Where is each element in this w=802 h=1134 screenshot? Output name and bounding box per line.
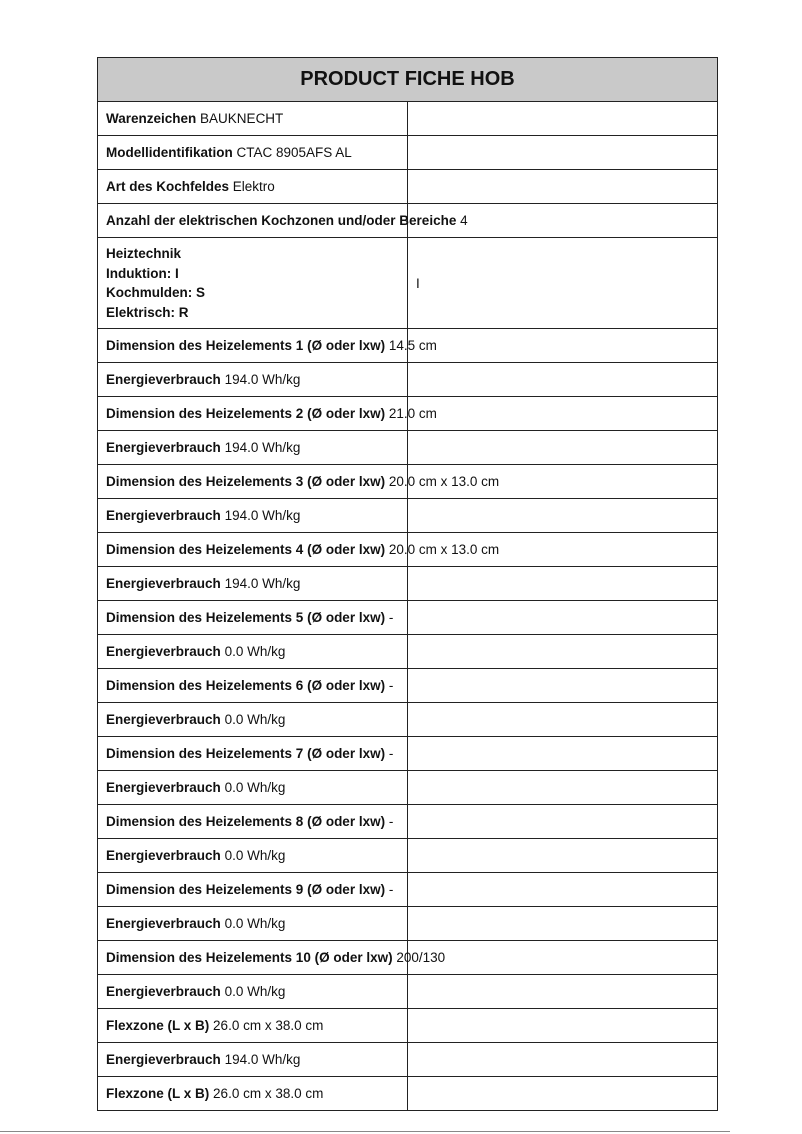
field-value: BAUKNECHT [200, 111, 284, 126]
field-label: Dimension des Heizelements 4 (Ø oder lxw) [106, 542, 386, 557]
field-label: Energieverbrauch [106, 440, 221, 455]
row-value-cell [408, 102, 718, 136]
field-value: 0.0 Wh/kg [224, 712, 286, 727]
field-label: Dimension des Heizelements 10 (Ø oder lxw) [106, 950, 393, 965]
heiztechnik-value: I [408, 238, 718, 329]
spec-row [98, 703, 718, 737]
field-value: 26.0 cm x 38.0 cm [213, 1086, 324, 1101]
row-value-cell [408, 703, 718, 737]
row-value-cell [408, 499, 718, 533]
row-value-cell [408, 1009, 718, 1043]
spec-row [98, 397, 718, 431]
row-label-cell [98, 102, 408, 136]
row-value-cell [408, 397, 718, 431]
title-row [98, 58, 718, 102]
spec-row [98, 771, 718, 805]
field-label: Modellidentifikation [106, 145, 233, 160]
spec-row [98, 567, 718, 601]
row-label-cell [98, 136, 408, 170]
info-row [98, 204, 718, 238]
row-label-cell [98, 533, 500, 567]
field-value: 0.0 Wh/kg [224, 644, 286, 659]
spec-row [98, 737, 718, 771]
spec-row [98, 601, 718, 635]
page-bottom-divider [0, 1131, 730, 1132]
row-label-cell [98, 975, 408, 1009]
spec-row [98, 669, 718, 703]
spec-row [98, 873, 718, 907]
field-label: Dimension des Heizelements 6 (Ø oder lxw) [106, 678, 386, 693]
heiztechnik-line: Induktion: I [106, 265, 179, 281]
field-label: Energieverbrauch [106, 1052, 221, 1067]
field-label: Dimension des Heizelements 2 (Ø oder lxw) [106, 406, 386, 421]
field-label: Dimension des Heizelements 5 (Ø oder lxw) [106, 610, 386, 625]
field-value: CTAC 8905AFS AL [236, 145, 352, 160]
info-row [98, 136, 718, 170]
field-label: Art des Kochfeldes [106, 179, 230, 194]
spec-row [98, 635, 718, 669]
info-row [98, 170, 718, 204]
field-value: 0.0 Wh/kg [224, 984, 286, 999]
row-value-cell [408, 873, 718, 907]
field-value: 194.0 Wh/kg [224, 440, 301, 455]
field-value: 194.0 Wh/kg [224, 508, 301, 523]
field-value: 20.0 cm x 13.0 cm [388, 542, 500, 557]
row-label-cell [98, 465, 500, 499]
field-label: Energieverbrauch [106, 644, 221, 659]
spec-row [98, 1009, 718, 1043]
field-label: Energieverbrauch [106, 372, 221, 387]
spec-row [98, 329, 718, 363]
row-value-cell [408, 329, 718, 363]
field-value: 26.0 cm x 38.0 cm [213, 1018, 324, 1033]
field-value: Elektro [232, 179, 275, 194]
field-label: Dimension des Heizelements 7 (Ø oder lxw) [106, 746, 386, 761]
field-label: Warenzeichen [106, 111, 197, 126]
row-label-cell [98, 1043, 408, 1077]
field-value: 14.5 cm [388, 338, 437, 353]
row-label-cell [98, 1009, 408, 1043]
row-value-cell [408, 839, 718, 873]
spec-row [98, 465, 718, 499]
field-value: 21.0 cm [388, 406, 437, 421]
row-label-cell [98, 204, 468, 238]
spec-row [98, 805, 718, 839]
page-title: PRODUCT FICHE HOB [98, 58, 718, 102]
row-label-cell [98, 363, 408, 397]
row-value-cell [408, 431, 718, 465]
field-value: 0.0 Wh/kg [224, 916, 286, 931]
field-label: Energieverbrauch [106, 780, 221, 795]
row-value-cell [408, 907, 718, 941]
spec-row [98, 1077, 718, 1111]
row-value-cell [408, 805, 718, 839]
row-label-cell [98, 805, 408, 839]
row-value-cell [408, 941, 718, 975]
field-value: 200/130 [396, 950, 446, 965]
row-value-cell [408, 669, 718, 703]
field-value: - [388, 814, 394, 829]
row-value-cell [408, 567, 718, 601]
heiztechnik-line: Kochmulden: S [106, 285, 206, 300]
field-label: Dimension des Heizelements 3 (Ø oder lxw) [106, 474, 386, 489]
row-label-cell [98, 873, 408, 907]
row-value-cell [408, 601, 718, 635]
field-label: Flexzone (L x B) [106, 1086, 210, 1101]
spec-row [98, 533, 718, 567]
spec-row [98, 499, 718, 533]
row-label-cell [98, 499, 408, 533]
field-label: Dimension des Heizelements 9 (Ø oder lxw) [106, 882, 386, 897]
field-label: Energieverbrauch [106, 848, 221, 863]
field-label: Dimension des Heizelements 1 (Ø oder lxw) [106, 338, 386, 353]
row-label-cell [98, 601, 408, 635]
heiztechnik-line: Elektrisch: R [106, 304, 189, 320]
spec-row [98, 975, 718, 1009]
row-label-cell [98, 397, 437, 431]
spec-row [98, 941, 718, 975]
row-value-cell [408, 975, 718, 1009]
row-label-cell [98, 635, 408, 669]
heiztechnik-row [98, 238, 718, 329]
spec-row [98, 907, 718, 941]
field-label: Energieverbrauch [106, 712, 221, 727]
row-value-cell [408, 737, 718, 771]
field-label: Energieverbrauch [106, 916, 221, 931]
row-label-cell [98, 771, 408, 805]
row-label-cell [98, 839, 408, 873]
row-label-cell [98, 567, 408, 601]
row-value-cell [408, 136, 718, 170]
field-label: Energieverbrauch [106, 508, 221, 523]
info-row [98, 102, 718, 136]
field-value: 194.0 Wh/kg [224, 372, 301, 387]
field-value: - [388, 882, 394, 897]
spec-row [98, 1043, 718, 1077]
field-value: 194.0 Wh/kg [224, 1052, 301, 1067]
field-value: - [388, 746, 394, 761]
field-value: 4 [460, 213, 468, 228]
spec-row [98, 839, 718, 873]
field-value: 0.0 Wh/kg [224, 780, 286, 795]
field-label: Energieverbrauch [106, 576, 221, 591]
field-value: - [388, 610, 394, 625]
row-value-cell [408, 363, 718, 397]
spec-row [98, 363, 718, 397]
field-label: Flexzone (L x B) [106, 1018, 210, 1033]
row-value-cell [408, 170, 718, 204]
heiztechnik-line: Heiztechnik [106, 246, 182, 261]
row-label-cell [98, 329, 437, 363]
row-value-cell [408, 1043, 718, 1077]
heiztechnik-label-cell [98, 238, 408, 329]
row-value-cell [408, 635, 718, 669]
product-fiche-table [97, 57, 718, 1111]
row-label-cell [98, 703, 408, 737]
field-value: 20.0 cm x 13.0 cm [388, 474, 500, 489]
row-label-cell [98, 170, 408, 204]
row-label-cell [98, 669, 408, 703]
row-label-cell [98, 1077, 408, 1111]
row-label-cell [98, 907, 408, 941]
row-label-cell [98, 941, 446, 975]
row-label-cell [98, 737, 408, 771]
field-value: 0.0 Wh/kg [224, 848, 286, 863]
field-label: Dimension des Heizelements 8 (Ø oder lxw) [106, 814, 386, 829]
row-value-cell [408, 1077, 718, 1111]
field-label: Energieverbrauch [106, 984, 221, 999]
row-label-cell [98, 431, 408, 465]
field-value: 194.0 Wh/kg [224, 576, 301, 591]
field-value: - [388, 678, 394, 693]
field-label: Anzahl der elektrischen Kochzonen und/oder Bereiche [106, 213, 457, 228]
row-value-cell [408, 771, 718, 805]
spec-row [98, 431, 718, 465]
